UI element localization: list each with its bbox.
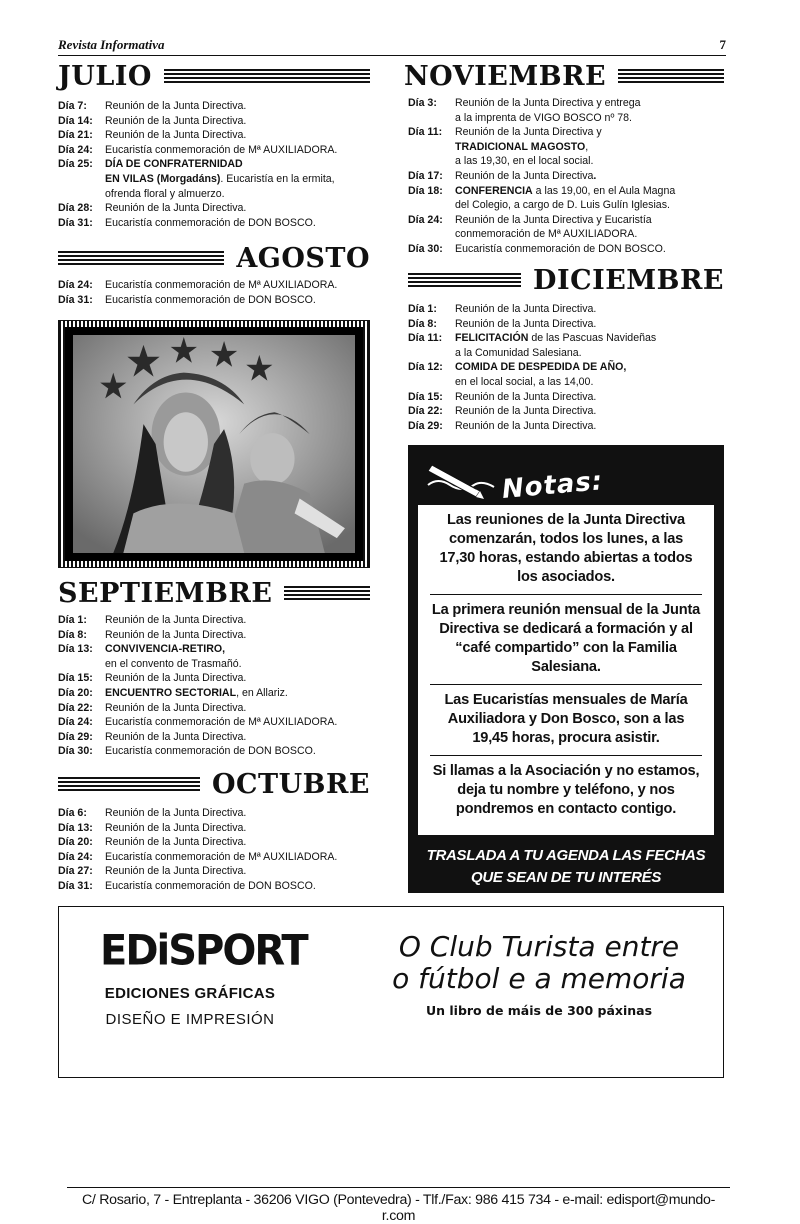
event-day: Día 24: bbox=[58, 279, 93, 291]
event-text bbox=[455, 169, 596, 184]
event-row bbox=[408, 125, 726, 140]
event-day: Día 21: bbox=[58, 129, 93, 142]
notas-panel bbox=[408, 445, 724, 893]
event-row bbox=[408, 184, 726, 199]
event-text-part: Eucaristía conmemoración de DON BOSCO. bbox=[105, 745, 316, 758]
event-text-bold: . bbox=[593, 169, 597, 182]
event-continuation bbox=[408, 198, 726, 213]
event-row bbox=[58, 850, 370, 865]
events-noviembre bbox=[408, 96, 726, 257]
month-heading-noviembre bbox=[404, 58, 724, 94]
event-text bbox=[105, 201, 246, 216]
event-continuation bbox=[58, 657, 370, 672]
events-septiembre bbox=[58, 613, 370, 759]
event-text-bold: DÍA DE CONFRATERNIDAD bbox=[105, 158, 243, 171]
event-row bbox=[58, 628, 370, 643]
event-day: Día 31: bbox=[58, 216, 93, 229]
advertisement-box bbox=[58, 906, 724, 1224]
edisport-subtitle: EDICIONES GRÁFICAS bbox=[104, 985, 276, 1002]
book-title-line: O Club Turista entre bbox=[398, 930, 680, 963]
event-day: Día 15: bbox=[58, 672, 93, 685]
event-text-part: Reunión de la Junta Directiva. bbox=[105, 614, 247, 626]
event-day: Día 8: bbox=[58, 628, 87, 641]
event-text-part: Reunión de la Junta Directiva. bbox=[455, 303, 597, 315]
event-row bbox=[408, 169, 726, 184]
event-text-bold: ENCUENTRO SECTORIAL bbox=[105, 686, 237, 699]
event-day: Día 24: bbox=[58, 143, 93, 156]
event-row bbox=[408, 404, 726, 419]
note-item: Las reuniones de la Junta Directiva comenzarán, todos los lunes, a las 17,30 horas, estando abiertas a todos los asociados. bbox=[439, 512, 693, 585]
event-text bbox=[455, 213, 652, 228]
month-name: DICIEMBRE bbox=[533, 264, 724, 296]
event-day bbox=[408, 111, 455, 126]
events-octubre bbox=[58, 806, 370, 894]
event-text-bold: TRADICIONAL MAGOSTO bbox=[455, 140, 586, 153]
events-julio bbox=[58, 99, 370, 230]
event-text bbox=[105, 744, 316, 759]
event-text-part: Eucaristía conmemoración de DON BOSCO. bbox=[105, 293, 316, 306]
event-text bbox=[105, 128, 246, 143]
event-day: Día 24: bbox=[58, 850, 93, 863]
event-day bbox=[58, 187, 105, 202]
pen-writing-icon bbox=[422, 455, 502, 503]
event-text bbox=[105, 730, 246, 745]
event-day: Día 1: bbox=[408, 303, 437, 315]
event-day: Día 3: bbox=[408, 97, 437, 109]
event-text-bold: FELICITACIÓN bbox=[455, 332, 529, 345]
event-continuation bbox=[408, 227, 726, 242]
event-text bbox=[105, 628, 246, 643]
event-day: Día 30: bbox=[408, 242, 443, 255]
decorative-lines bbox=[58, 777, 200, 792]
event-text bbox=[105, 701, 246, 716]
event-text-part: Reunión de la Junta Directiva bbox=[455, 169, 594, 182]
event-day: Día 31: bbox=[58, 879, 93, 892]
event-day: Día 24: bbox=[58, 716, 93, 729]
event-text-part: Eucaristía conmemoración de Mª AUXILIADORA. bbox=[105, 716, 338, 729]
event-text-part: Reunión de la Junta Directiva. bbox=[105, 701, 247, 714]
event-row bbox=[58, 730, 370, 745]
event-row bbox=[58, 686, 370, 701]
event-continuation bbox=[408, 346, 726, 361]
event-day: Día 22: bbox=[408, 405, 443, 418]
event-day: Día 13: bbox=[58, 821, 93, 834]
event-text-part: Reunión de la Junta Directiva. bbox=[105, 865, 247, 878]
event-day: Día 17: bbox=[408, 169, 443, 182]
event-text-part: Reunión de la Junta Directiva y entrega bbox=[455, 97, 641, 109]
edisport-logo-text: EDiSPORT bbox=[97, 924, 310, 979]
month-heading-agosto bbox=[58, 240, 370, 276]
event-row bbox=[58, 879, 370, 894]
event-text bbox=[455, 198, 670, 213]
decorative-lines bbox=[58, 251, 224, 266]
event-day: Día 18: bbox=[408, 184, 443, 197]
event-day: Día 11: bbox=[408, 332, 443, 345]
event-text bbox=[105, 879, 316, 894]
event-text bbox=[105, 187, 225, 202]
event-text-part: a las 19,30, en el local social. bbox=[455, 155, 594, 168]
event-row bbox=[58, 293, 370, 308]
event-text-part: en el convento de Trasmañó. bbox=[105, 657, 242, 670]
notas-title: Notas: bbox=[500, 466, 605, 505]
event-row bbox=[58, 715, 370, 730]
event-text-part: Reunión de la Junta Directiva. bbox=[105, 836, 247, 849]
event-row bbox=[58, 128, 370, 143]
note-item: Si llamas a la Asociación y no estamos, deja tu nombre y teléfono, y nos pondremos en contacto contigo. bbox=[430, 755, 702, 819]
event-text-part: Reunión de la Junta Directiva. bbox=[105, 100, 247, 112]
event-text bbox=[455, 111, 632, 126]
event-text bbox=[455, 140, 588, 155]
event-text-part: Reunión de la Junta Directiva. bbox=[455, 390, 597, 403]
event-day bbox=[408, 154, 455, 169]
event-text bbox=[105, 821, 246, 836]
event-day: Día 8: bbox=[408, 317, 437, 330]
event-text-part: a la imprenta de VIGO BOSCO nº 78. bbox=[455, 111, 632, 124]
event-text bbox=[455, 346, 582, 361]
event-row bbox=[408, 213, 726, 228]
event-text-part: Reunión de la Junta Directiva y bbox=[455, 126, 602, 139]
event-text bbox=[455, 227, 637, 242]
event-day bbox=[408, 375, 455, 390]
event-row bbox=[408, 360, 726, 375]
edisport-tagline: DISEÑO E IMPRESIÓN bbox=[105, 1011, 275, 1028]
event-text bbox=[455, 96, 641, 111]
book-title-line: o fútbol e a memoria bbox=[392, 962, 686, 995]
book-title bbox=[359, 931, 719, 995]
event-row bbox=[58, 143, 370, 158]
edisport-logo bbox=[97, 925, 307, 977]
event-row bbox=[58, 835, 370, 850]
event-text-part: , en Allariz. bbox=[236, 686, 288, 699]
event-day: Día 1: bbox=[58, 614, 87, 626]
event-text-part: Eucaristía conmemoración de DON BOSCO. bbox=[105, 216, 316, 229]
madonna-image bbox=[73, 335, 355, 553]
event-row bbox=[408, 96, 726, 111]
event-text bbox=[455, 419, 596, 434]
event-text bbox=[105, 864, 246, 879]
event-continuation bbox=[58, 172, 370, 187]
month-heading-octubre bbox=[58, 766, 370, 802]
magazine-name: Revista Informativa bbox=[58, 37, 165, 52]
event-text bbox=[455, 404, 596, 419]
event-day: Día 15: bbox=[408, 390, 443, 403]
event-text bbox=[105, 157, 243, 172]
event-text-part: Reunión de la Junta Directiva. bbox=[105, 821, 247, 834]
month-name: JULIO bbox=[58, 60, 152, 92]
event-row bbox=[58, 821, 370, 836]
event-row bbox=[58, 157, 370, 172]
event-row bbox=[58, 864, 370, 879]
event-day bbox=[408, 227, 455, 242]
event-day: Día 11: bbox=[408, 126, 443, 139]
page-number: 7 bbox=[719, 37, 726, 52]
event-day bbox=[408, 140, 455, 155]
month-heading-julio bbox=[58, 58, 370, 94]
event-day bbox=[408, 346, 455, 361]
event-row bbox=[58, 744, 370, 759]
event-text-bold: CONFERENCIA bbox=[455, 184, 533, 197]
event-text bbox=[105, 806, 246, 821]
event-day: Día 22: bbox=[58, 701, 93, 714]
month-name: NOVIEMBRE bbox=[404, 60, 607, 92]
event-row bbox=[58, 671, 370, 686]
event-text-part: en el local social, a las 14,00. bbox=[455, 375, 594, 388]
event-text bbox=[105, 216, 316, 231]
event-day: Día 12: bbox=[408, 361, 443, 374]
event-text bbox=[455, 154, 593, 169]
event-text bbox=[455, 302, 596, 317]
event-text-part: Eucaristía conmemoración de Mª AUXILIADORA. bbox=[105, 279, 338, 291]
decorative-lines bbox=[164, 69, 370, 84]
event-text-part: Reunión de la Junta Directiva. bbox=[455, 419, 597, 432]
event-text-bold: EN VILAS (Morgadáns) bbox=[105, 172, 221, 185]
event-text-part: , bbox=[585, 140, 589, 153]
event-day: Día 28: bbox=[58, 202, 93, 215]
page-header bbox=[58, 34, 726, 56]
event-text-bold: CONVIVENCIA-RETIRO, bbox=[105, 643, 226, 656]
event-text bbox=[105, 642, 225, 657]
event-row bbox=[408, 331, 726, 346]
event-day: Día 14: bbox=[58, 114, 93, 127]
event-row bbox=[408, 242, 726, 257]
notas-header bbox=[422, 453, 712, 505]
event-text bbox=[105, 715, 337, 730]
event-continuation bbox=[408, 154, 726, 169]
event-text bbox=[455, 375, 593, 390]
event-text bbox=[455, 184, 675, 199]
event-text-part: Reunión de la Junta Directiva y Eucaristía bbox=[455, 213, 652, 226]
notas-content bbox=[418, 505, 714, 835]
event-text-part: a las 19,00, en el Aula Magna bbox=[532, 184, 676, 197]
event-text-part: Reunión de la Junta Directiva. bbox=[105, 129, 247, 142]
event-day: Día 25: bbox=[58, 158, 93, 171]
event-day: Día 20: bbox=[58, 686, 93, 699]
event-day: Día 20: bbox=[58, 836, 93, 849]
event-row bbox=[58, 806, 370, 821]
event-text-part: conmemoración de Mª AUXILIADORA. bbox=[455, 228, 638, 241]
month-heading-septiembre bbox=[58, 575, 370, 611]
note-item: Las Eucaristías mensuales de María Auxiliadora y Don Bosco, son a las 19,45 horas, procura asistir. bbox=[430, 684, 702, 748]
event-text-part: Reunión de la Junta Directiva. bbox=[105, 730, 247, 743]
event-text bbox=[105, 278, 337, 293]
event-text-part: . Eucaristía en la ermita, bbox=[220, 172, 335, 185]
event-day bbox=[58, 657, 105, 672]
notas-footer-line: TRASLADA A TU AGENDA LAS FECHAS bbox=[426, 847, 706, 864]
event-day: Día 27: bbox=[58, 865, 93, 878]
event-continuation bbox=[408, 140, 726, 155]
event-text-part: Eucaristía conmemoración de Mª AUXILIADORA. bbox=[105, 143, 338, 156]
month-name: OCTUBRE bbox=[212, 768, 370, 800]
event-row bbox=[408, 390, 726, 405]
event-continuation bbox=[408, 375, 726, 390]
event-day: Día 29: bbox=[408, 419, 443, 432]
event-row bbox=[58, 701, 370, 716]
events-diciembre bbox=[408, 302, 726, 433]
event-row bbox=[58, 278, 370, 293]
event-text-part: Reunión de la Junta Directiva. bbox=[455, 405, 597, 418]
event-text-part: del Colegio, a cargo de D. Luis Gulín Iglesias. bbox=[455, 199, 670, 212]
month-heading-diciembre bbox=[408, 262, 724, 298]
decorative-lines bbox=[408, 273, 521, 288]
event-day bbox=[58, 172, 105, 187]
event-text-part: Eucaristía conmemoración de DON BOSCO. bbox=[455, 242, 666, 255]
event-row bbox=[58, 613, 370, 628]
notas-footer bbox=[408, 845, 724, 889]
event-text bbox=[105, 657, 242, 672]
event-text bbox=[105, 613, 246, 628]
event-continuation bbox=[408, 111, 726, 126]
event-day: Día 30: bbox=[58, 745, 93, 758]
event-row bbox=[58, 642, 370, 657]
event-text bbox=[455, 242, 666, 257]
event-day: Día 13: bbox=[58, 643, 93, 656]
event-text bbox=[105, 671, 246, 686]
event-text bbox=[455, 390, 596, 405]
event-row bbox=[408, 302, 726, 317]
event-row bbox=[408, 419, 726, 434]
event-continuation bbox=[58, 187, 370, 202]
event-day: Día 6: bbox=[58, 807, 87, 819]
event-text-part: Reunión de la Junta Directiva. bbox=[105, 807, 247, 819]
event-day bbox=[408, 198, 455, 213]
event-text bbox=[455, 331, 656, 346]
event-text bbox=[105, 835, 246, 850]
event-row bbox=[58, 99, 370, 114]
decorative-lines bbox=[618, 69, 724, 84]
event-text-part: Reunión de la Junta Directiva. bbox=[105, 672, 247, 685]
event-day: Día 7: bbox=[58, 100, 87, 112]
event-day: Día 29: bbox=[58, 730, 93, 743]
event-row bbox=[408, 317, 726, 332]
event-text-part: a la Comunidad Salesiana. bbox=[455, 346, 582, 359]
event-text bbox=[105, 686, 288, 701]
notas-footer-line: QUE SEAN DE TU INTERÉS bbox=[470, 869, 662, 886]
event-text-part: ofrenda floral y almuerzo. bbox=[105, 187, 225, 200]
event-text bbox=[105, 114, 246, 129]
event-row bbox=[58, 114, 370, 129]
event-text-part: Eucaristía conmemoración de Mª AUXILIADORA. bbox=[105, 850, 338, 863]
contact-address: C/ Rosario, 7 - Entreplanta - 36206 VIGO (Pontevedra) - Tlf./Fax: 986 415 734 - e-mail: edisport@mundo-r.com bbox=[67, 1187, 730, 1224]
event-text bbox=[105, 99, 246, 114]
note-item: La primera reunión mensual de la Junta Directiva se dedicará a formación y al “café compartido” con la Familia Salesiana. bbox=[430, 594, 702, 677]
event-text bbox=[105, 850, 337, 865]
event-row bbox=[58, 201, 370, 216]
month-name: AGOSTO bbox=[236, 242, 370, 274]
event-text bbox=[455, 360, 626, 375]
event-text-part: de las Pascuas Navideñas bbox=[528, 332, 657, 345]
event-text bbox=[105, 172, 335, 187]
maria-auxiliadora-photo bbox=[58, 320, 370, 568]
event-text-part: Reunión de la Junta Directiva. bbox=[105, 628, 247, 641]
event-text-part: Reunión de la Junta Directiva. bbox=[105, 202, 247, 215]
event-text-part: Reunión de la Junta Directiva. bbox=[105, 114, 247, 127]
event-text bbox=[105, 143, 337, 158]
event-text bbox=[105, 293, 316, 308]
event-row bbox=[58, 216, 370, 231]
event-text bbox=[455, 317, 596, 332]
event-text bbox=[455, 125, 602, 140]
decorative-lines bbox=[284, 586, 370, 601]
event-day: Día 24: bbox=[408, 213, 443, 226]
book-subtitle: Un libro de máis de 300 páxinas bbox=[425, 1003, 653, 1018]
event-day: Día 31: bbox=[58, 293, 93, 306]
events-agosto bbox=[58, 278, 370, 307]
event-text-part: Eucaristía conmemoración de DON BOSCO. bbox=[105, 879, 316, 892]
event-text-part: Reunión de la Junta Directiva. bbox=[455, 317, 597, 330]
event-text-bold: COMIDA DE DESPEDIDA DE AÑO, bbox=[455, 361, 627, 374]
month-name: SEPTIEMBRE bbox=[58, 577, 273, 609]
